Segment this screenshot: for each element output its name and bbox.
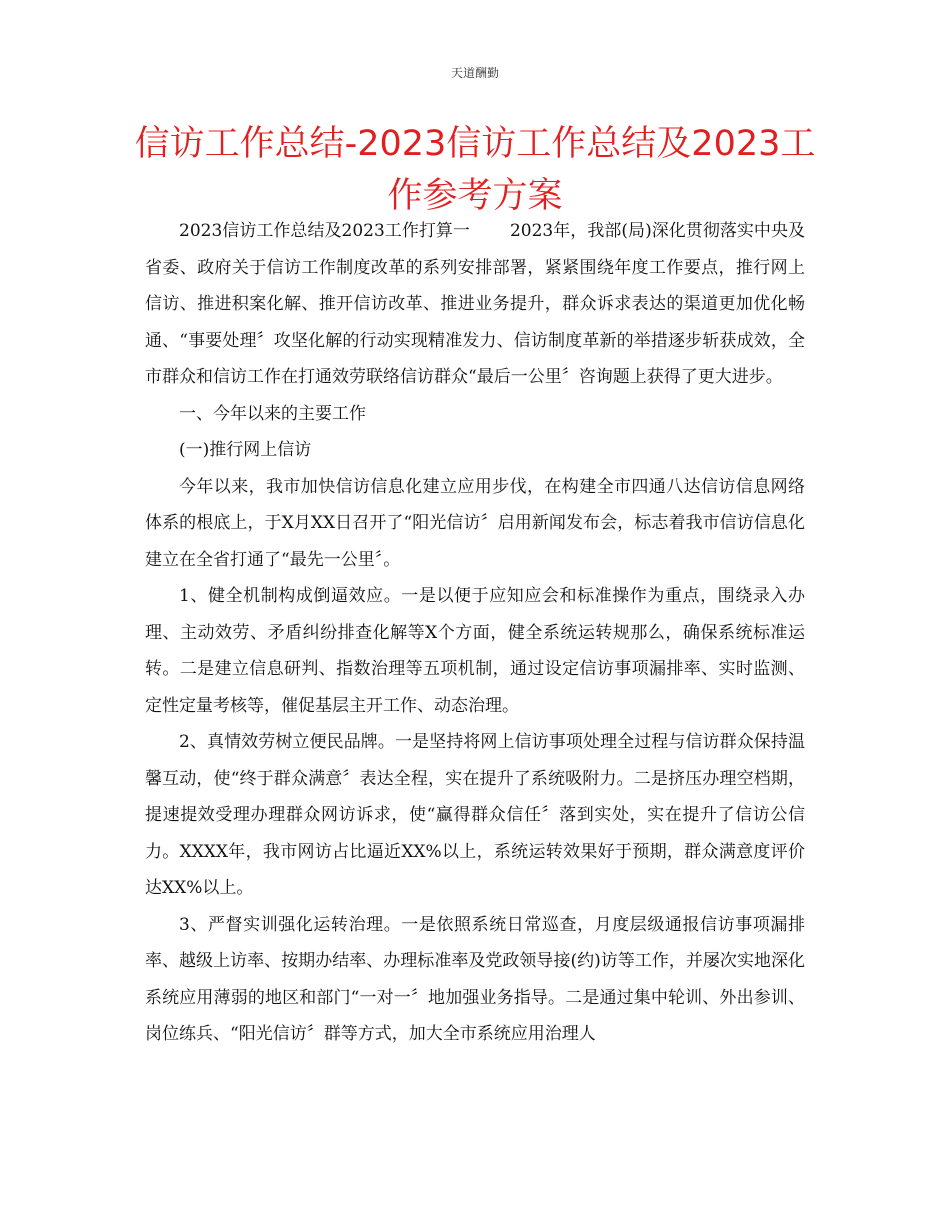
section-heading: 一、今年以来的主要工作	[179, 403, 366, 424]
paragraph-lead: 2023信访工作总结及2023工作打算一	[179, 221, 470, 241]
paragraph: 今年以来，我市加快信访信息化建立应用步伐，在构建全市四通八达信访信息网络体系的根底上，于X月XX日召开了“阳光信访〞启用新闻发布会，标志着我市信访信息化建立在全省打通了“最先一公里〞。	[145, 476, 805, 570]
paragraph: 2、真情效劳树立便民品牌。一是坚持将网上信访事项处理全过程与信访群众保持温馨互动，使“终于群众满意〞表达全程，实在提升了系统吸附力。二是挤压办理空档期，提速提效受理办理群众网访诉求，使“赢得群众信任〞落到实处，实在提升了信访公信力。XXXX年，我市网访占比逼近XX%以上，系统运转效果好于预期，群众满意度评价达XX%以上。	[145, 732, 805, 898]
subsection-heading: (一)推行网上信访	[179, 440, 312, 460]
paragraph-text: 2023年，我部(局)深化贯彻落实中央及省委、政府关于信访工作制度改革的系列安排部署，紧紧围绕年度工作要点，推行网上信访、推进积案化解、推开信访改革、推进业务提升，群众诉求表达的渠道更加优化畅通、“事要处理〞攻坚化解的行动实现精准发力、信访制度革新的举措逐步斩获成效，全市群众和信访工作在打通效劳联络信访群众“最后一公里〞咨询题上获得了更大进步。	[145, 221, 805, 387]
page-header: 天道酬勤	[450, 66, 499, 80]
paragraph: 1、健全机制构成倒逼效应。一是以便于应知应会和标准操作为重点，围绕录入办理、主动效劳、矛盾纠纷排查化解等X个方面，健全系统运转规那么，确保系统标准运转。二是建立信息研判、指数治理等五项机制，通过设定信访事项漏排率、实时监测、定性定量考核等，催促基层主开工作、动态治理。	[145, 586, 805, 716]
paragraph: 3、严督实训强化运转治理。一是依照系统日常巡查，月度层级通报信访事项漏排率、越级上访率、按期办结率、办理标准率及党政领导接(约)访等工作，并屡次实地深化系统应用薄弱的地区和部门“一对一〞地加强业务指导。二是通过集中轮训、外出参训、岗位练兵、“阳光信访〞群等方式，加大全市系统应用治理人	[145, 914, 805, 1044]
paragraph	[145, 213, 805, 396]
document-title: 信访工作总结-2023信访工作总结及2023工作参考方案	[134, 124, 816, 216]
document-body	[145, 213, 805, 1053]
